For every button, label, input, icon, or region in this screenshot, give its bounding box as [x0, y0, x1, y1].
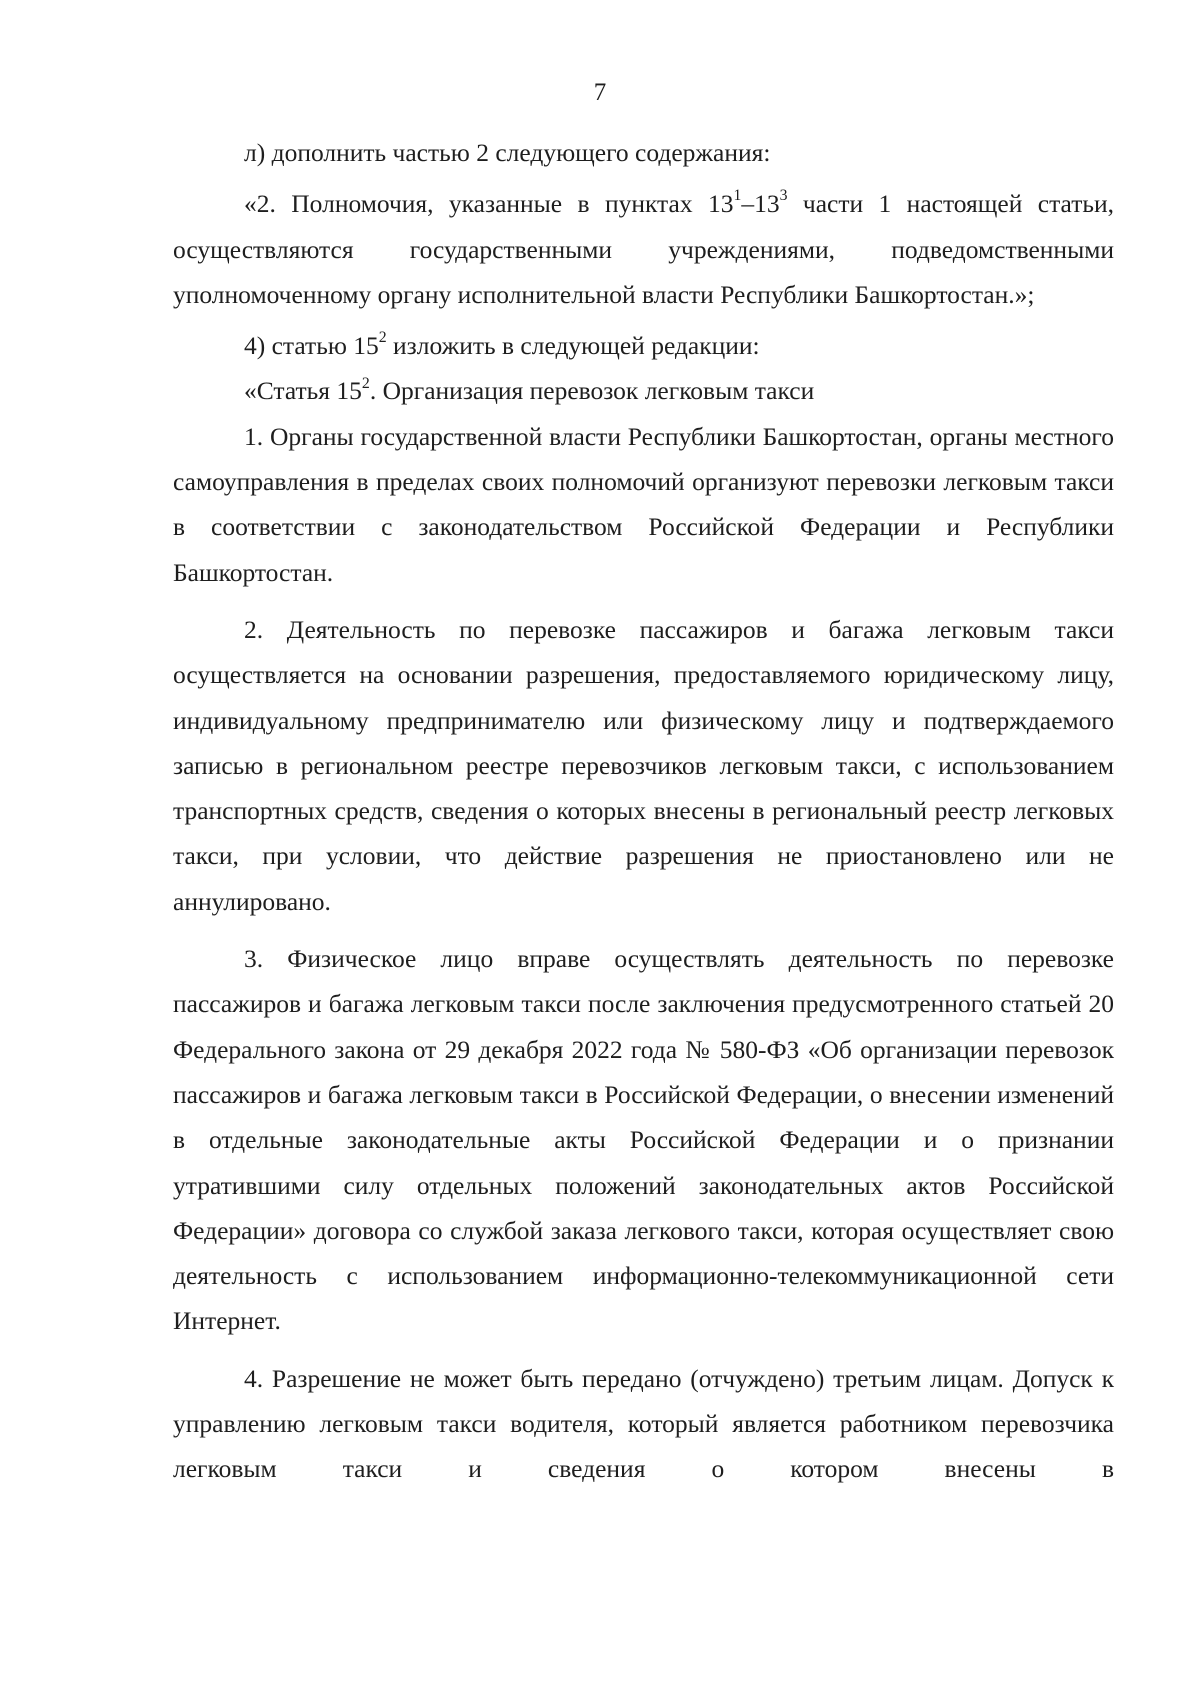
- document-body: [173, 130, 1114, 1492]
- clause-3: 3. Физическое лицо вправе осуществлять деятельность по перевозке пассажиров и багажа легковым такси после заключения предусмотренного статьей 20 Федерального закона от 29 декабря 2022 года № 580-ФЗ «Об организации перевозок пассажиров и багажа легковым такси в Российской Федерации, о внесении изменений в отдельные законодательные акты Российской Федерации и о признании утратившими силу отдельных положений законодательных актов Российской Федерации» договора со службой заказа легкового такси, которая осуществляет свою деятельность с использованием информационно-телекоммуникационной сети Интернет.: [173, 944, 1114, 1336]
- superscript-2: 2: [378, 329, 387, 347]
- paragraph-powers-text-start: «2. Полномочия, указанные в пунктах 13: [244, 189, 734, 219]
- paragraph-powers-text-range: –13: [741, 189, 780, 219]
- paragraph-powers-text-end: части 1 настоящей статьи, осуществляются государственными учреждениями, подведомственными уполномоченному органу исполнительной власти Республики Башкортостан.»;: [173, 189, 1114, 309]
- clause-2: 2. Деятельность по перевозке пассажиров и багажа легковым такси осуществляется на основании разрешения, предоставляемого юридическому лицу, индивидуальному предпринимателю или физическому лицу и подтверждаемого записью в региональном реестре перевозчиков легковым такси, с использованием транспортных средств, сведения о которых внесены в региональный реестр легковых такси, при условии, что действие разрешения не приостановлено или не аннулировано.: [173, 614, 1114, 916]
- paragraph-amendment-4: [173, 323, 1114, 368]
- article-heading: [173, 368, 1114, 413]
- paragraph-amendment-4-end: изложить в следующей редакции:: [386, 331, 760, 361]
- paragraph-amendment-l: л) дополнить частью 2 следующего содержания:: [244, 138, 771, 167]
- superscript-3: 3: [779, 187, 788, 205]
- clause-1: 1. Органы государственной власти Республики Башкортостан, органы местного самоуправления в пределах своих полномочий организуют перевозки легковым такси в соответствии с законодательством Российской Федерации и Республики Башкортостан.: [173, 421, 1114, 587]
- paragraph-amendment-4-start: 4) статью 15: [244, 331, 379, 361]
- article-heading-start: «Статья 15: [244, 376, 362, 406]
- article-heading-superscript: 2: [361, 374, 370, 392]
- page-number: 7: [593, 79, 607, 106]
- article-heading-end: . Организация перевозок легковым такси: [369, 376, 815, 406]
- clause-4: 4. Разрешение не может быть передано (отчуждено) третьим лицам. Допуск к управлению легковым такси водителя, который является работником перевозчика легковым такси и сведения о котором внесены в: [173, 1363, 1114, 1484]
- superscript-1: 1: [733, 187, 742, 205]
- paragraph-powers: [173, 181, 1114, 317]
